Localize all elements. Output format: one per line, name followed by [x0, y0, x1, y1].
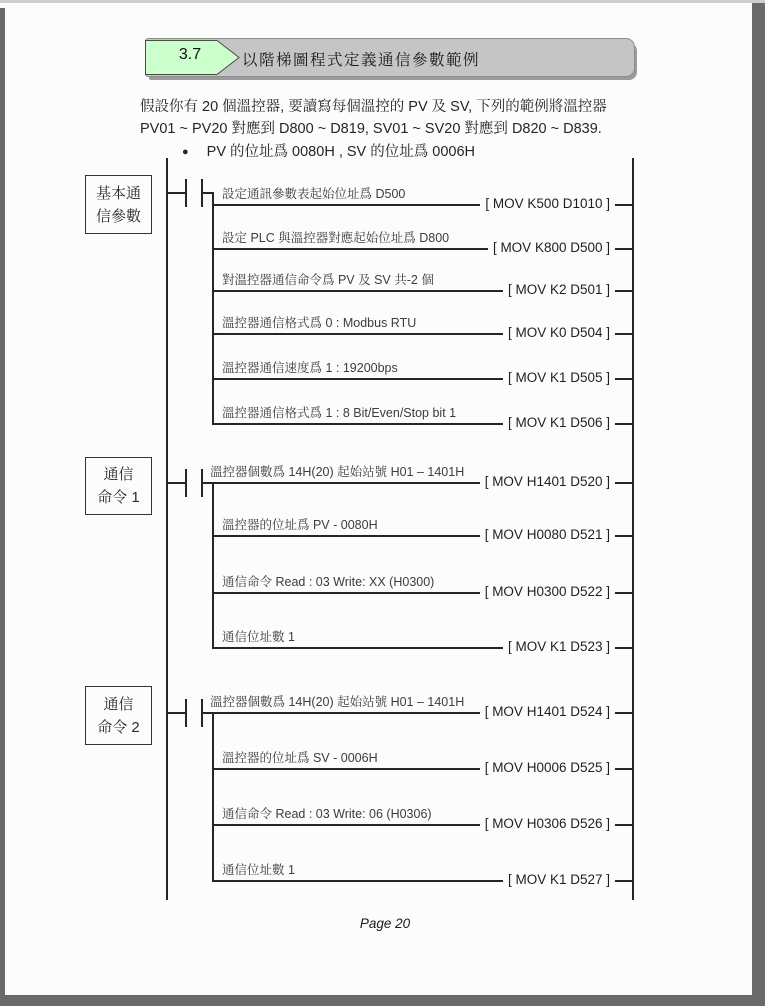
contact-no-icon: [201, 179, 203, 207]
rung-label-text: 命令 2: [97, 718, 140, 736]
contact-wire-left: [166, 192, 185, 194]
power-rail-left: [166, 158, 168, 900]
intro-line: PV01 ~ PV20 對應到 D800 ~ D819, SV01 ~ SV20 對應到 D820 ~ D839.: [140, 121, 602, 137]
instruction-comment: 溫控器個數爲 14H(20) 起始站號 H01 – 1401H: [210, 695, 465, 709]
bullet-icon: ●: [182, 146, 189, 158]
intro-line: 假設你有 20 個溫控器, 要讀寫每個溫控的 PV 及 SV, 下列的範例將溫控器: [140, 99, 607, 115]
instruction-comment: 溫控器的位址爲 SV - 0006H: [222, 751, 378, 765]
rung-label-text: 命令 1: [97, 489, 140, 506]
instruction-comment: 通信命令 Read : 03 Write: 06 (H0306): [222, 807, 432, 821]
contact-wire-left: [166, 712, 185, 714]
contact-no-icon: [185, 179, 187, 207]
contact-wire-left: [166, 482, 185, 484]
contact-no-icon: [201, 699, 203, 727]
page-number: Page 20: [359, 916, 411, 931]
contact-no-icon: [185, 469, 187, 497]
mov-instruction: [ MOV K1 D506 ]: [503, 414, 615, 432]
rung-branch-line: [212, 482, 214, 649]
instruction-comment: 設定 PLC 與溫控器對應起始位址爲 D800: [222, 231, 450, 245]
mov-instruction: [ MOV K2 D501 ]: [503, 281, 615, 299]
contact-no-icon: [201, 469, 203, 497]
mov-instruction: [ MOV H0006 D525 ]: [480, 759, 615, 777]
mov-instruction: [ MOV K800 D500 ]: [488, 239, 615, 257]
mov-instruction: [ MOV H0306 D526 ]: [480, 815, 615, 833]
instruction-comment: 通信位址數 1: [222, 863, 295, 877]
instruction-comment: 設定通訊參數表起始位址爲 D500: [222, 187, 406, 201]
mov-instruction: [ MOV K1 D523 ]: [503, 638, 615, 656]
mov-instruction: [ MOV H1401 D520 ]: [480, 473, 615, 491]
mov-instruction: [ MOV K0 D504 ]: [503, 324, 615, 342]
rung-label-text: 基本通: [95, 184, 141, 202]
instruction-comment: 對溫控器通信命令爲 PV 及 SV 共-2 個: [222, 273, 434, 287]
rung-label-text: 通信: [103, 695, 134, 713]
instruction-comment: 溫控器的位址爲 PV - 0080H: [222, 518, 378, 532]
bullet-text: PV 的位址爲 0080H , SV 的位址爲 0006H: [206, 144, 475, 160]
mov-instruction: [ MOV K1 D505 ]: [503, 369, 615, 387]
section-title: 以階梯圖程式定義通信參數範例: [242, 52, 481, 69]
instruction-comment: 溫控器通信格式爲 1 : 8 Bit/Even/Stop bit 1: [222, 406, 457, 420]
contact-no-icon: [185, 699, 187, 727]
rung-branch-line: [212, 712, 214, 882]
instruction-comment: 溫控器個數爲 14H(20) 起始站號 H01 – 1401H: [210, 465, 465, 479]
rung-branch-line: [212, 192, 214, 425]
rung-label-box: [85, 175, 152, 234]
mov-instruction: [ MOV K500 D1010 ]: [480, 195, 615, 213]
rung-label-box: [85, 457, 152, 515]
rung-label-box: [85, 686, 152, 745]
mov-instruction: [ MOV K1 D527 ]: [503, 871, 615, 889]
mov-instruction: [ MOV H0300 D522 ]: [480, 583, 615, 601]
instruction-comment: 溫控器通信格式爲 0 : Modbus RTU: [222, 316, 417, 330]
rung-label-text: 信參數: [95, 207, 141, 225]
section-number: 3.7: [178, 46, 202, 63]
rung-label-text: 通信: [103, 466, 134, 483]
mov-instruction: [ MOV H0080 D521 ]: [480, 526, 615, 544]
mov-instruction: [ MOV H1401 D524 ]: [480, 703, 615, 721]
power-rail-right: [632, 158, 634, 900]
instruction-comment: 溫控器通信速度爲 1 : 19200bps: [222, 361, 398, 375]
instruction-comment: 通信命令 Read : 03 Write: XX (H0300): [222, 575, 435, 589]
instruction-comment: 通信位址數 1: [222, 630, 295, 644]
